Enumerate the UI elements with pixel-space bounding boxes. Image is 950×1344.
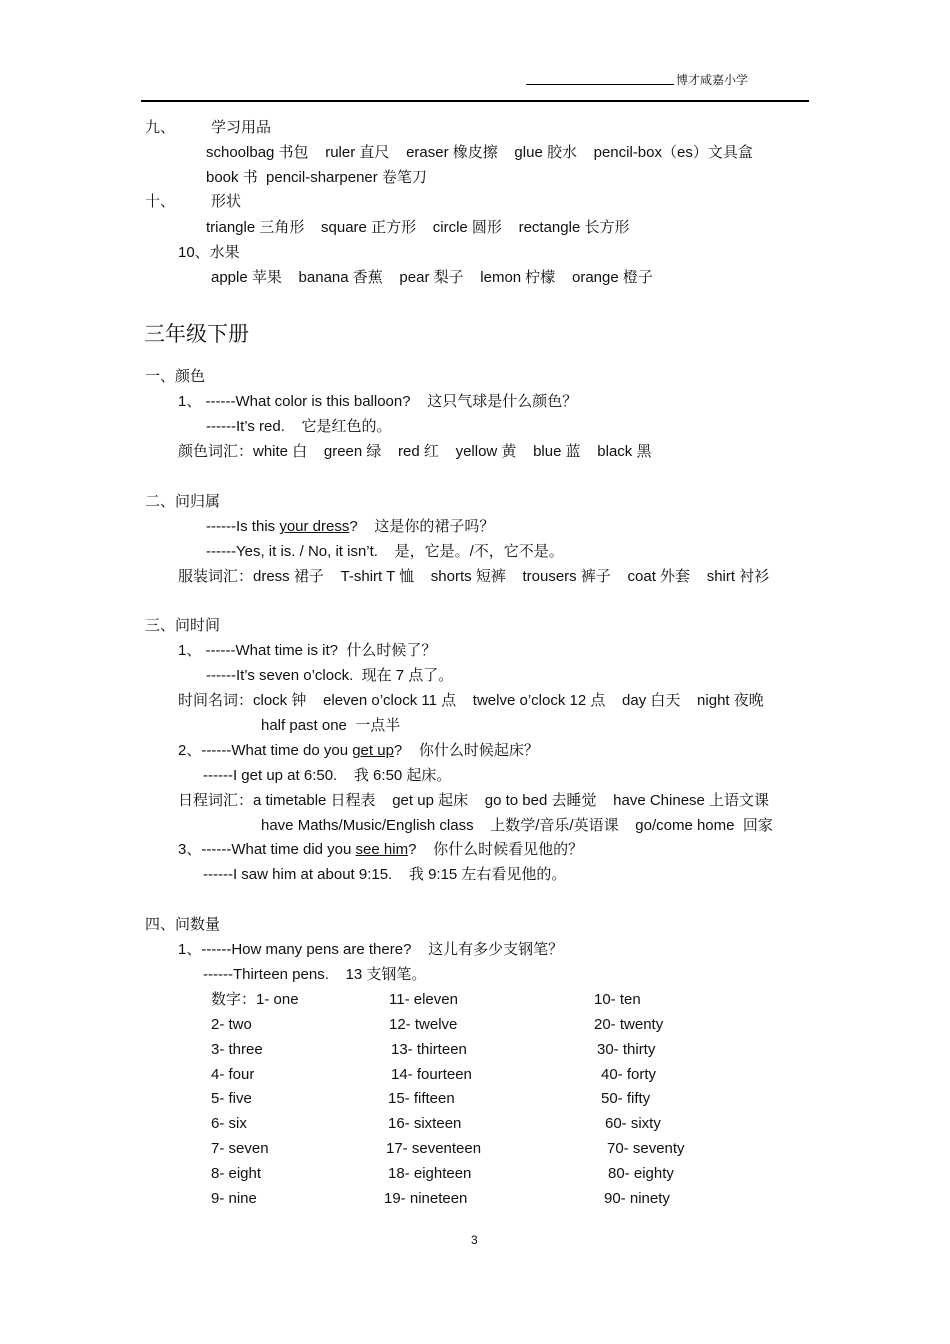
s2-q-underlined: your dress bbox=[279, 518, 350, 535]
sec9-number: 九、 bbox=[145, 119, 176, 136]
fruit-line1: apple 苹果 banana 香蕉 pear 梨子 lemon 柠檬 orange 橙子 bbox=[211, 269, 653, 286]
s3-vocab2b: have Maths/Music/English class 上数学/音乐/英语课 go/come home 回家 bbox=[261, 817, 773, 834]
num-col3-item: 20- twenty bbox=[594, 1016, 664, 1033]
s2-q-pre: ------Is this bbox=[206, 518, 280, 535]
num-col3-item: 60- sixty bbox=[605, 1115, 661, 1132]
s3-q3-pre: 3、------What time did you bbox=[178, 841, 356, 858]
s3-q2-pre: 2、------What time do you bbox=[178, 742, 353, 759]
num-col3-item: 70- seventy bbox=[607, 1140, 685, 1157]
s1-answer: ------It’s red. 它是红色的。 bbox=[206, 418, 392, 435]
sec10-title: 形状 bbox=[211, 193, 242, 210]
s4-answer: ------Thirteen pens. 13 支钢笔。 bbox=[203, 966, 427, 983]
num-col1-item: 3- three bbox=[211, 1041, 263, 1058]
num-col2-item: 11- eleven bbox=[389, 991, 458, 1008]
s4-title: 四、问数量 bbox=[145, 916, 221, 933]
num-col1-item: 5- five bbox=[211, 1090, 252, 1107]
sec9-line1: schoolbag 书包 ruler 直尺 eraser 橡皮擦 glue 胶水 pencil-box（es）文具盒 bbox=[206, 144, 753, 161]
s3-vocab1: 时间名词：clock 钟 eleven o’clock 11 点 twelve o’clock 12 点 day 白天 night 夜晚 bbox=[178, 692, 764, 709]
s1-vocab: 颜色词汇：white 白 green 绿 red 红 yellow 黄 blue 蓝 black 黑 bbox=[178, 443, 652, 460]
num-col2-item: 16- sixteen bbox=[388, 1115, 462, 1132]
num-col3-item: 40- forty bbox=[601, 1066, 657, 1083]
sec10-line1: triangle 三角形 square 正方形 circle 圆形 rectangle 长方形 bbox=[206, 219, 630, 236]
num-col2-item: 12- twelve bbox=[389, 1016, 458, 1033]
s2-question bbox=[206, 517, 494, 537]
num-col2-item: 18- eighteen bbox=[388, 1165, 472, 1182]
s3-question1: 1、 ------What time is it? 什么时候了？ bbox=[178, 642, 437, 659]
header-school-name: 博才咸嘉小学 bbox=[676, 73, 749, 87]
s2-vocab: 服装词汇：dress 裙子 T-shirt T 恤 shorts 短裤 trousers 裤子 coat 外套 shirt 衬衫 bbox=[178, 568, 770, 585]
sec10-number: 十、 bbox=[145, 193, 176, 210]
header-rule bbox=[141, 100, 809, 102]
num-col3-item: 90- ninety bbox=[604, 1190, 670, 1207]
num-col2-item: 13- thirteen bbox=[391, 1041, 467, 1058]
header-blank-line bbox=[526, 84, 674, 85]
s3-answer1: ------It’s seven o’clock. 现在 7 点了。 bbox=[206, 667, 454, 684]
s3-q3-underlined: see him bbox=[355, 841, 409, 858]
num-col3-item: 10- ten bbox=[594, 991, 641, 1008]
s3-vocab2: 日程词汇：a timetable 日程表 get up 起床 go to bed 去睡觉 have Chinese 上语文课 bbox=[178, 792, 770, 809]
num-col3-item: 80- eighty bbox=[608, 1165, 674, 1182]
sec9-title: 学习用品 bbox=[211, 119, 272, 136]
s3-q2-underlined: get up bbox=[352, 742, 394, 759]
s3-q2-post: ? 你什么时候起床？ bbox=[393, 742, 539, 759]
num-col1-item: 7- seven bbox=[211, 1140, 269, 1157]
s3-question2 bbox=[178, 741, 539, 761]
num-col1-item: 4- four bbox=[211, 1066, 255, 1083]
s4-question: 1、------How many pens are there? 这儿有多少支钢笔？ bbox=[178, 941, 564, 958]
num-col1-item: 数字：1- one bbox=[211, 991, 299, 1008]
num-col1-item: 8- eight bbox=[211, 1165, 262, 1182]
s1-title: 一、颜色 bbox=[145, 368, 206, 385]
s1-question: 1、 ------What color is this balloon? 这只气球是什么颜色？ bbox=[178, 393, 578, 410]
num-col1-item: 2- two bbox=[211, 1016, 252, 1033]
num-col2-item: 17- seventeen bbox=[386, 1140, 482, 1157]
s3-title: 三、问时间 bbox=[145, 617, 221, 634]
num-col2-item: 15- fifteen bbox=[388, 1090, 455, 1107]
s2-q-post: ? 这是你的裙子吗？ bbox=[349, 518, 495, 535]
s3-answer2: ------I get up at 6:50. 我 6:50 起床。 bbox=[203, 767, 452, 784]
num-col2-item: 19- nineteen bbox=[384, 1190, 468, 1207]
sec9-line2: book 书 pencil-sharpener 卷笔刀 bbox=[206, 169, 427, 186]
num-col1-item: 9- nine bbox=[211, 1190, 257, 1207]
s3-answer3: ------I saw him at about 9:15. 我 9:15 左右看见他的。 bbox=[203, 866, 567, 883]
s2-answer: ------Yes, it is. / No, it isn’t. 是，它是。/不，它不是。 bbox=[206, 543, 564, 560]
fruit-title: 10、水果 bbox=[178, 244, 240, 261]
s3-q3-post: ? 你什么时候看见他的？ bbox=[408, 841, 584, 858]
s3-vocab1b: half past one 一点半 bbox=[261, 717, 401, 734]
s2-title: 二、问归属 bbox=[145, 493, 221, 510]
s3-question3 bbox=[178, 840, 583, 860]
num-col3-item: 30- thirty bbox=[597, 1041, 656, 1058]
num-col3-item: 50- fifty bbox=[601, 1090, 651, 1107]
page-number: 3 bbox=[471, 1233, 478, 1247]
num-col1-item: 6- six bbox=[211, 1115, 247, 1132]
num-col2-item: 14- fourteen bbox=[391, 1066, 472, 1083]
grade-title: 三年级下册 bbox=[144, 322, 249, 346]
